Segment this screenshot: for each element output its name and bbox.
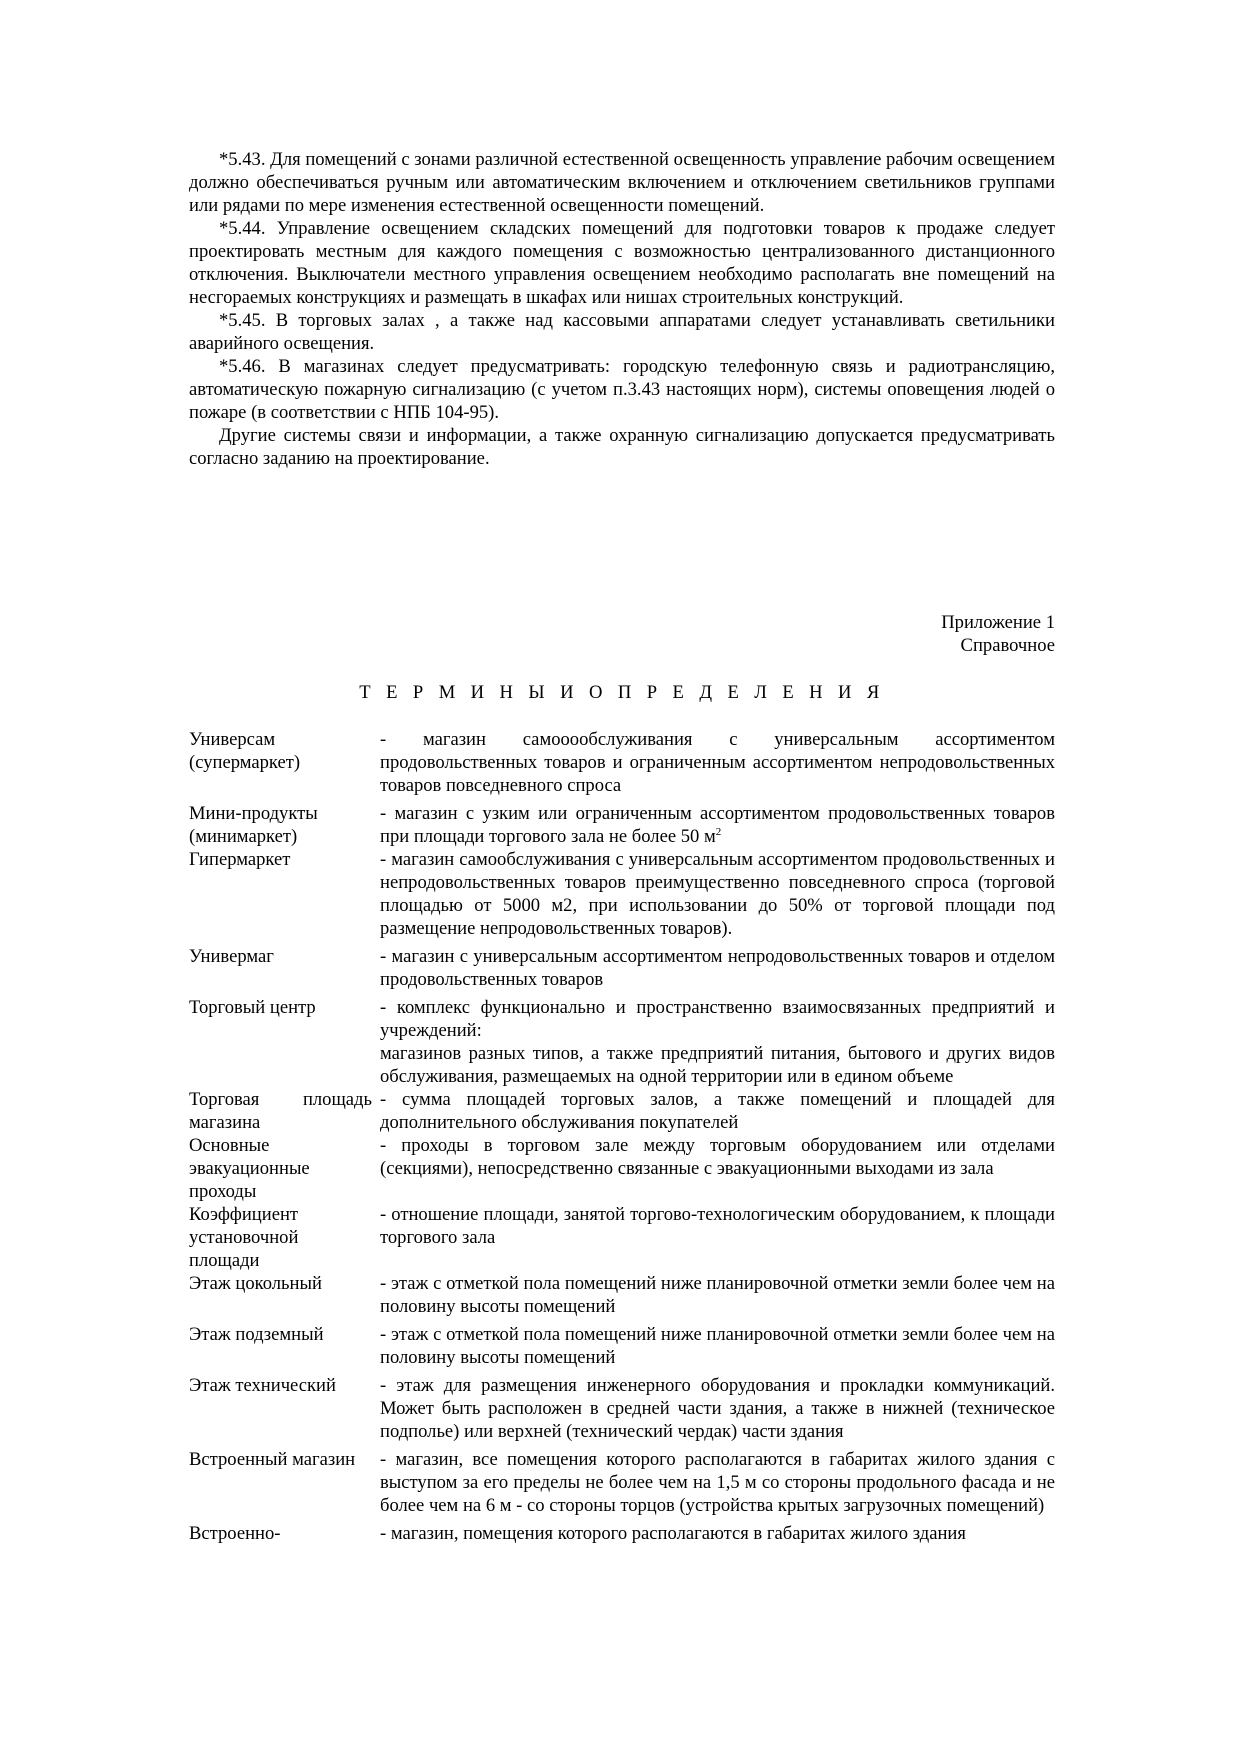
- term-row: [189, 1522, 1055, 1545]
- term-name: Этаж подземный: [189, 1324, 324, 1345]
- term-row: [189, 1088, 1055, 1134]
- term-definition: - магазин с узким или ограниченным ассортиментом продовольственных товаров при площади торгового зала не более 50 м: [380, 803, 1055, 847]
- appendix-number: Приложение 1: [941, 612, 1055, 633]
- term-row: [189, 945, 1055, 991]
- term-name: Встроенный магазин: [189, 1449, 356, 1470]
- term-row: [189, 1448, 1055, 1517]
- appendix-type: Справочное: [960, 635, 1055, 656]
- term-row: [189, 996, 1055, 1088]
- term-name: Основные эвакуационные проходы: [189, 1135, 310, 1202]
- term-row: [189, 848, 1055, 940]
- term-definition-extra: магазинов разных типов, а также предприятий питания, бытового и других видов обслуживания, размещаемых на одной территории или в едином объеме: [380, 1043, 1055, 1087]
- term-name: Коэффициент установочной площади: [189, 1204, 299, 1271]
- paragraph-5-46: *5.46. В магазинах следует предусматривать: городскую телефонную связь и радиотрансляцию, автоматическую пожарную сигнализацию (с учетом п.3.43 настоящих норм), системы оповещения людей о пожаре (в соответствии с НПБ 104-95).: [189, 356, 1055, 423]
- superscript-square: 2: [715, 825, 722, 838]
- term-definition: - отношение площади, занятой торгово-технологическим оборудованием, к площади торгового зала: [380, 1204, 1055, 1248]
- term-name: Мини-продукты (минимаркет): [189, 803, 318, 847]
- appendix-label-block: [655, 611, 1055, 657]
- term-definition: - магазин с универсальным ассортиментом непродовольственных товаров и отделом продовольственных товаров: [380, 946, 1055, 990]
- term-definition: - комплекс функционально и пространственно взаимосвязанных предприятий и учреждений:: [380, 997, 1055, 1041]
- term-definition: - магазин самообслуживания с универсальным ассортиментом продовольственных и непродовольственных товаров преимущественно повседневного спроса (торговой площадью от 5000 м2, при использовании до 50% от торговой площади под размещение непродовольственных товаров).: [380, 849, 1055, 939]
- term-name: Гипермаркет: [189, 849, 291, 870]
- term-row: [189, 1374, 1055, 1443]
- terms-heading: Т Е Р М И Н Ы И О П Р Е Д Е Л Е Н И Я: [359, 682, 885, 703]
- terms-table: [189, 728, 1055, 1545]
- term-name: Торговый центр: [189, 997, 316, 1018]
- term-name: Торговая площадь магазина: [189, 1089, 372, 1133]
- term-name: Встроенно-: [189, 1523, 281, 1544]
- paragraph-other-systems: Другие системы связи и информации, а также охранную сигнализацию допускается предусматривать согласно заданию на проектирование.: [189, 425, 1055, 469]
- paragraph-5-44: *5.44. Управление освещением складских помещений для подготовки товаров к продаже следует проектировать местным для каждого помещения с возможностью централизованного дистанционного отключения. Выключатели местного управления освещением необходимо располагать вне помещений на несгораемых конструкциях и размещать в шкафах или нишах строительных конструкций.: [189, 218, 1055, 308]
- term-definition: - сумма площадей торговых залов, а также помещений и площадей для дополнительного обслуживания покупателей: [380, 1089, 1055, 1133]
- term-name: Универсам (супермаркет): [189, 729, 301, 773]
- paragraph-5-45: *5.45. В торговых залах , а также над кассовыми аппаратами следует устанавливать светильники аварийного освещения.: [189, 310, 1055, 354]
- term-definition-wrapper: [380, 802, 1055, 848]
- term-name: Этаж цокольный: [189, 1273, 322, 1294]
- term-row: [189, 1203, 1055, 1272]
- term-row: [189, 1323, 1055, 1369]
- term-definition: - магазин самооообслуживания с универсальным ассортиментом продовольственных товаров и ограниченным ассортиментом непродовольственных товаров повседневного спроса: [380, 729, 1055, 796]
- term-definition: - проходы в торговом зале между торговым оборудованием или отделами (секциями), непосредственно связанные с эвакуационными выходами из зала: [380, 1135, 1055, 1179]
- term-definition: - магазин, помещения которого располагаются в габаритах жилого здания: [380, 1523, 966, 1544]
- term-name: Этаж технический: [189, 1375, 336, 1396]
- term-row: [189, 1272, 1055, 1318]
- term-definition: - этаж с отметкой пола помещений ниже планировочной отметки земли более чем на половину высоты помещений: [380, 1273, 1055, 1317]
- term-definition: - этаж для размещения инженерного оборудования и прокладки коммуникаций. Может быть расположен в средней части здания, а также в нижней (техническое подполье) или верхней (технический чердак) части здания: [380, 1375, 1055, 1442]
- term-definition: - магазин, все помещения которого располагаются в габаритах жилого здания с выступом за его пределы не более чем на 1,5 м со стороны продольного фасада и не более чем на 6 м - со стороны торцов (устройства крытых загрузочных помещений): [380, 1449, 1055, 1516]
- term-row: [189, 728, 1055, 797]
- paragraph-5-43: *5.43. Для помещений с зонами различной естественной освещенность управление рабочим освещением должно обеспечиваться ручным или автоматическим включением и отключением светильников группами или рядами по мере изменения естественной освещенности помещений.: [189, 149, 1055, 216]
- term-definition-wrapper: [380, 996, 1055, 1088]
- term-row: [189, 802, 1055, 848]
- term-definition: - этаж с отметкой пола помещений ниже планировочной отметки земли более чем на половину высоты помещений: [380, 1324, 1055, 1368]
- body-text: [189, 148, 1055, 470]
- term-row: [189, 1134, 1055, 1203]
- term-name: Универмаг: [189, 946, 274, 967]
